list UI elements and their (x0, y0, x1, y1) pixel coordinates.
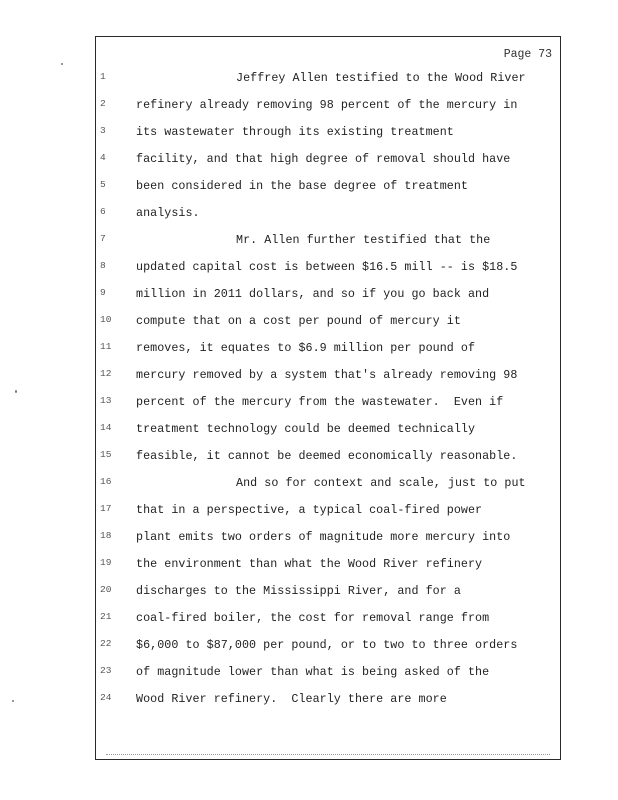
transcript-line (96, 449, 560, 465)
transcript-line (96, 476, 560, 492)
transcript-line (96, 557, 560, 573)
line-number: 15 (100, 449, 112, 460)
line-number: 3 (100, 125, 106, 136)
line-text: refinery already removing 98 percent of the mercury in (136, 98, 518, 112)
line-number: 14 (100, 422, 112, 433)
transcript-page (95, 36, 561, 760)
line-number: 21 (100, 611, 112, 622)
transcript-line (96, 98, 560, 114)
line-number: 12 (100, 368, 112, 379)
transcript-line (96, 260, 560, 276)
line-text: $6,000 to $87,000 per pound, or to two to three orders (136, 638, 518, 652)
scan-speck (12, 700, 14, 702)
transcript-line (96, 287, 560, 303)
line-text: compute that on a cost per pound of mercury it (136, 314, 461, 328)
transcript-line (96, 206, 560, 222)
line-number: 10 (100, 314, 112, 325)
line-text: mercury removed by a system that's already removing 98 (136, 368, 518, 382)
line-text: that in a perspective, a typical coal-fired power (136, 503, 483, 517)
line-text: facility, and that high degree of removal should have (136, 152, 511, 166)
transcript-line (96, 584, 560, 600)
line-text: updated capital cost is between $16.5 mill -- is $18.5 (136, 260, 518, 274)
line-number: 13 (100, 395, 112, 406)
transcript-line (96, 611, 560, 627)
scan-speck (15, 390, 17, 393)
line-number: 6 (100, 206, 106, 217)
transcript-line (96, 233, 560, 249)
line-text: Mr. Allen further testified that the (236, 233, 491, 247)
transcript-line (96, 152, 560, 168)
line-text: percent of the mercury from the wastewater. Even if (136, 395, 504, 409)
line-number: 19 (100, 557, 112, 568)
transcript-line (96, 341, 560, 357)
transcript-line (96, 692, 560, 708)
transcript-line (96, 179, 560, 195)
line-number: 9 (100, 287, 106, 298)
line-text: removes, it equates to $6.9 million per pound of (136, 341, 476, 355)
line-number: 8 (100, 260, 106, 271)
line-number: 22 (100, 638, 112, 649)
line-text: of magnitude lower than what is being asked of the (136, 665, 490, 679)
line-number: 2 (100, 98, 106, 109)
transcript-line (96, 314, 560, 330)
transcript-line (96, 422, 560, 438)
line-text: coal-fired boiler, the cost for removal range from (136, 611, 490, 625)
line-text: the environment than what the Wood River refinery (136, 557, 483, 571)
line-number: 24 (100, 692, 112, 703)
line-number: 23 (100, 665, 112, 676)
transcript-line (96, 71, 560, 87)
line-text: treatment technology could be deemed technically (136, 422, 476, 436)
scan-artifact-line (106, 754, 550, 755)
line-text: Jeffrey Allen testified to the Wood River (236, 71, 526, 85)
line-number: 11 (100, 341, 112, 352)
transcript-line (96, 368, 560, 384)
transcript-line (96, 638, 560, 654)
transcript-line (96, 530, 560, 546)
line-number: 7 (100, 233, 106, 244)
transcript-line (96, 665, 560, 681)
line-text: been considered in the base degree of treatment (136, 179, 468, 193)
line-number: 20 (100, 584, 112, 595)
line-number: 5 (100, 179, 106, 190)
scan-speck (61, 63, 63, 65)
line-text: its wastewater through its existing treatment (136, 125, 454, 139)
line-number: 17 (100, 503, 112, 514)
line-text: discharges to the Mississippi River, and for a (136, 584, 461, 598)
line-text: million in 2011 dollars, and so if you go back and (136, 287, 490, 301)
line-text: plant emits two orders of magnitude more mercury into (136, 530, 511, 544)
line-number: 4 (100, 152, 106, 163)
line-text: Wood River refinery. Clearly there are more (136, 692, 447, 706)
line-number: 1 (100, 71, 106, 82)
line-text: And so for context and scale, just to put (236, 476, 526, 490)
line-text: analysis. (136, 206, 200, 220)
transcript-line (96, 125, 560, 141)
transcript-line (96, 503, 560, 519)
line-text: feasible, it cannot be deemed economically reasonable. (136, 449, 518, 463)
page-number: Page 73 (503, 48, 552, 61)
line-number: 16 (100, 476, 112, 487)
line-number: 18 (100, 530, 112, 541)
transcript-line (96, 395, 560, 411)
